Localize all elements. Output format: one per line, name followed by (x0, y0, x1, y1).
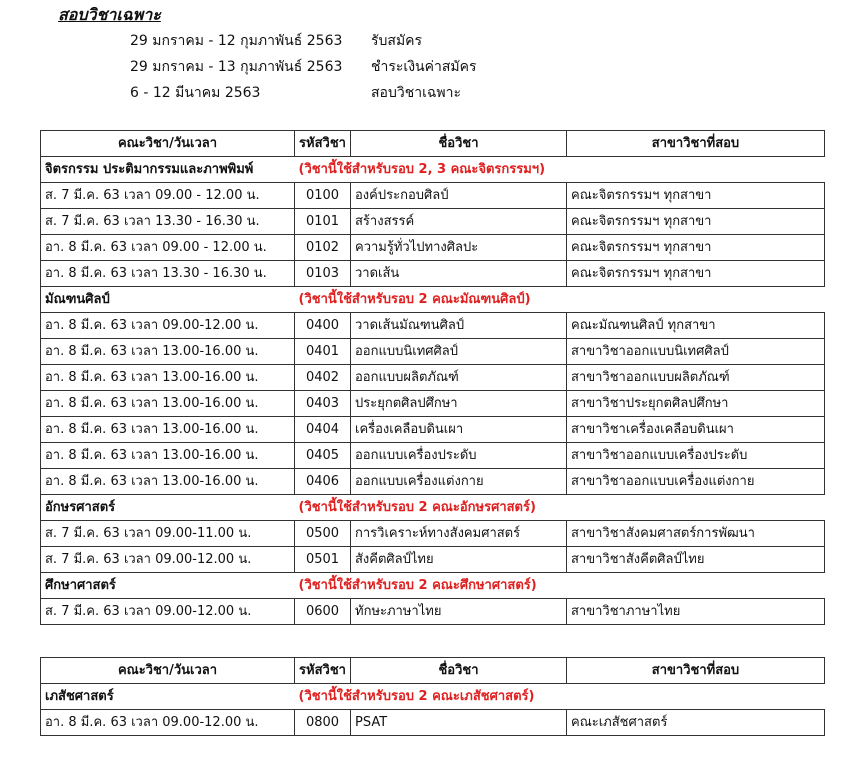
table-row (41, 599, 825, 625)
schedule (0, 26, 860, 104)
subject-code: 0500 (295, 521, 351, 547)
header-dept: สาขาวิชาที่สอบ (567, 131, 825, 157)
exam-time: ส. 7 มี.ค. 63 เวลา 13.30 - 16.30 น. (41, 209, 295, 235)
table-row (41, 417, 825, 443)
department: สาขาวิชาประยุกตศิลปศึกษา (567, 391, 825, 417)
header-time: คณะวิชา/วันเวลา (41, 131, 295, 157)
exam-schedule-table-2 (40, 657, 825, 736)
header-name: ชื่อวิชา (351, 658, 567, 684)
subject-code: 0400 (295, 313, 351, 339)
exam-time: ส. 7 มี.ค. 63 เวลา 09.00-12.00 น. (41, 599, 295, 625)
subject-code: 0103 (295, 261, 351, 287)
faculty-name: มัณฑนศิลป์ (41, 287, 295, 313)
department: สาขาวิชาสังคมศาสตร์การพัฒนา (567, 521, 825, 547)
subject-name: ทักษะภาษาไทย (351, 599, 567, 625)
exam-time: อา. 8 มี.ค. 63 เวลา 09.00-12.00 น. (41, 710, 295, 736)
department: สาขาวิชาออกแบบเครื่องแต่งกาย (567, 469, 825, 495)
subject-code: 0102 (295, 235, 351, 261)
department: คณะเภสัชศาสตร์ (567, 710, 825, 736)
schedule-event: รับสมัคร (371, 33, 423, 49)
faculty-note: (วิชานี้ใช้สำหรับรอบ 2 คณะอักษรศาสตร์) (295, 495, 825, 521)
department: คณะจิตรกรรมฯ ทุกสาขา (567, 183, 825, 209)
schedule-date: 29 มกราคม - 13 กุมภาพันธ์ 2563 (130, 59, 343, 75)
department: สาขาวิชาออกแบบนิเทศศิลป์ (567, 339, 825, 365)
subject-code: 0406 (295, 469, 351, 495)
header-code: รหัสวิชา (295, 658, 351, 684)
table-row (41, 235, 825, 261)
subject-code: 0100 (295, 183, 351, 209)
exam-time: อา. 8 มี.ค. 63 เวลา 13.30 - 16.30 น. (41, 261, 295, 287)
department: คณะมัณฑนศิลป์ ทุกสาขา (567, 313, 825, 339)
department: คณะจิตรกรรมฯ ทุกสาขา (567, 209, 825, 235)
header-code: รหัสวิชา (295, 131, 351, 157)
schedule-event: ชำระเงินค่าสมัคร (371, 59, 477, 75)
department: สาขาวิชาออกแบบเครื่องประดับ (567, 443, 825, 469)
subject-name: ประยุกตศิลปศึกษา (351, 391, 567, 417)
schedule-date: 6 - 12 มีนาคม 2563 (130, 85, 261, 101)
faculty-note: (วิชานี้ใช้สำหรับรอบ 2, 3 คณะจิตรกรรมฯ) (295, 157, 825, 183)
subject-name: ออกแบบเครื่องประดับ (351, 443, 567, 469)
exam-time: ส. 7 มี.ค. 63 เวลา 09.00-11.00 น. (41, 521, 295, 547)
table-row (41, 547, 825, 573)
subject-code: 0404 (295, 417, 351, 443)
exam-time: อา. 8 มี.ค. 63 เวลา 13.00-16.00 น. (41, 391, 295, 417)
faculty-row (41, 157, 825, 183)
table-row (41, 313, 825, 339)
exam-time: อา. 8 มี.ค. 63 เวลา 13.00-16.00 น. (41, 365, 295, 391)
table-row (41, 391, 825, 417)
department: สาขาวิชาสังคีตศิลป์ไทย (567, 547, 825, 573)
header-time: คณะวิชา/วันเวลา (41, 658, 295, 684)
table-row (41, 339, 825, 365)
exam-time: อา. 8 มี.ค. 63 เวลา 09.00-12.00 น. (41, 313, 295, 339)
subject-code: 0405 (295, 443, 351, 469)
faculty-name: อักษรศาสตร์ (41, 495, 295, 521)
table-row (41, 365, 825, 391)
table-row (41, 521, 825, 547)
faculty-name: ศึกษาศาสตร์ (41, 573, 295, 599)
subject-name: เครื่องเคลือบดินเผา (351, 417, 567, 443)
exam-schedule-table (40, 130, 825, 625)
faculty-row (41, 495, 825, 521)
faculty-row (41, 684, 825, 710)
schedule-row (0, 52, 860, 78)
schedule-row (0, 78, 860, 104)
department: คณะจิตรกรรมฯ ทุกสาขา (567, 235, 825, 261)
subject-name: ออกแบบผลิตภัณฑ์ (351, 365, 567, 391)
subject-name: การวิเคราะห์ทางสังคมศาสตร์ (351, 521, 567, 547)
exam-time: อา. 8 มี.ค. 63 เวลา 13.00-16.00 น. (41, 339, 295, 365)
faculty-note: (วิชานี้ใช้สำหรับรอบ 2 คณะเภสัชศาสตร์) (295, 684, 825, 710)
subject-code: 0403 (295, 391, 351, 417)
table-header-row (41, 658, 825, 684)
header-dept: สาขาวิชาที่สอบ (567, 658, 825, 684)
table-row (41, 443, 825, 469)
exam-time: อา. 8 มี.ค. 63 เวลา 13.00-16.00 น. (41, 469, 295, 495)
table-row (41, 183, 825, 209)
subject-code: 0600 (295, 599, 351, 625)
faculty-name: เภสัชศาสตร์ (41, 684, 295, 710)
faculty-note: (วิชานี้ใช้สำหรับรอบ 2 คณะศึกษาศาสตร์) (295, 573, 825, 599)
department: สาขาวิชาออกแบบผลิตภัณฑ์ (567, 365, 825, 391)
exam-time: ส. 7 มี.ค. 63 เวลา 09.00-12.00 น. (41, 547, 295, 573)
subject-name: PSAT (351, 710, 567, 736)
table-header-row (41, 131, 825, 157)
subject-name: สังคีตศิลป์ไทย (351, 547, 567, 573)
subject-code: 0501 (295, 547, 351, 573)
subject-name: วาดเส้นมัณฑนศิลป์ (351, 313, 567, 339)
subject-name: องค์ประกอบศิลป์ (351, 183, 567, 209)
subject-code: 0402 (295, 365, 351, 391)
schedule-row (0, 26, 860, 52)
subject-code: 0101 (295, 209, 351, 235)
table-row (41, 209, 825, 235)
schedule-date: 29 มกราคม - 12 กุมภาพันธ์ 2563 (130, 33, 343, 49)
subject-name: ออกแบบนิเทศศิลป์ (351, 339, 567, 365)
department: คณะจิตรกรรมฯ ทุกสาขา (567, 261, 825, 287)
table-row (41, 710, 825, 736)
schedule-event: สอบวิชาเฉพาะ (371, 85, 461, 101)
subject-name: สร้างสรรค์ (351, 209, 567, 235)
table-row (41, 469, 825, 495)
department: สาขาวิชาเครื่องเคลือบดินเผา (567, 417, 825, 443)
exam-time: อา. 8 มี.ค. 63 เวลา 09.00 - 12.00 น. (41, 235, 295, 261)
page-title: สอบวิชาเฉพาะ (58, 5, 161, 24)
subject-name: ออกแบบเครื่องแต่งกาย (351, 469, 567, 495)
header-name: ชื่อวิชา (351, 131, 567, 157)
exam-time: อา. 8 มี.ค. 63 เวลา 13.00-16.00 น. (41, 443, 295, 469)
subject-code: 0800 (295, 710, 351, 736)
subject-code: 0401 (295, 339, 351, 365)
faculty-row (41, 287, 825, 313)
table-row (41, 261, 825, 287)
exam-time: อา. 8 มี.ค. 63 เวลา 13.00-16.00 น. (41, 417, 295, 443)
faculty-row (41, 573, 825, 599)
department: สาขาวิชาภาษาไทย (567, 599, 825, 625)
exam-time: ส. 7 มี.ค. 63 เวลา 09.00 - 12.00 น. (41, 183, 295, 209)
faculty-name: จิตรกรรม ประติมากรรมและภาพพิมพ์ (41, 157, 295, 183)
faculty-note: (วิชานี้ใช้สำหรับรอบ 2 คณะมัณฑนศิลป์) (295, 287, 825, 313)
subject-name: ความรู้ทั่วไปทางศิลปะ (351, 235, 567, 261)
subject-name: วาดเส้น (351, 261, 567, 287)
